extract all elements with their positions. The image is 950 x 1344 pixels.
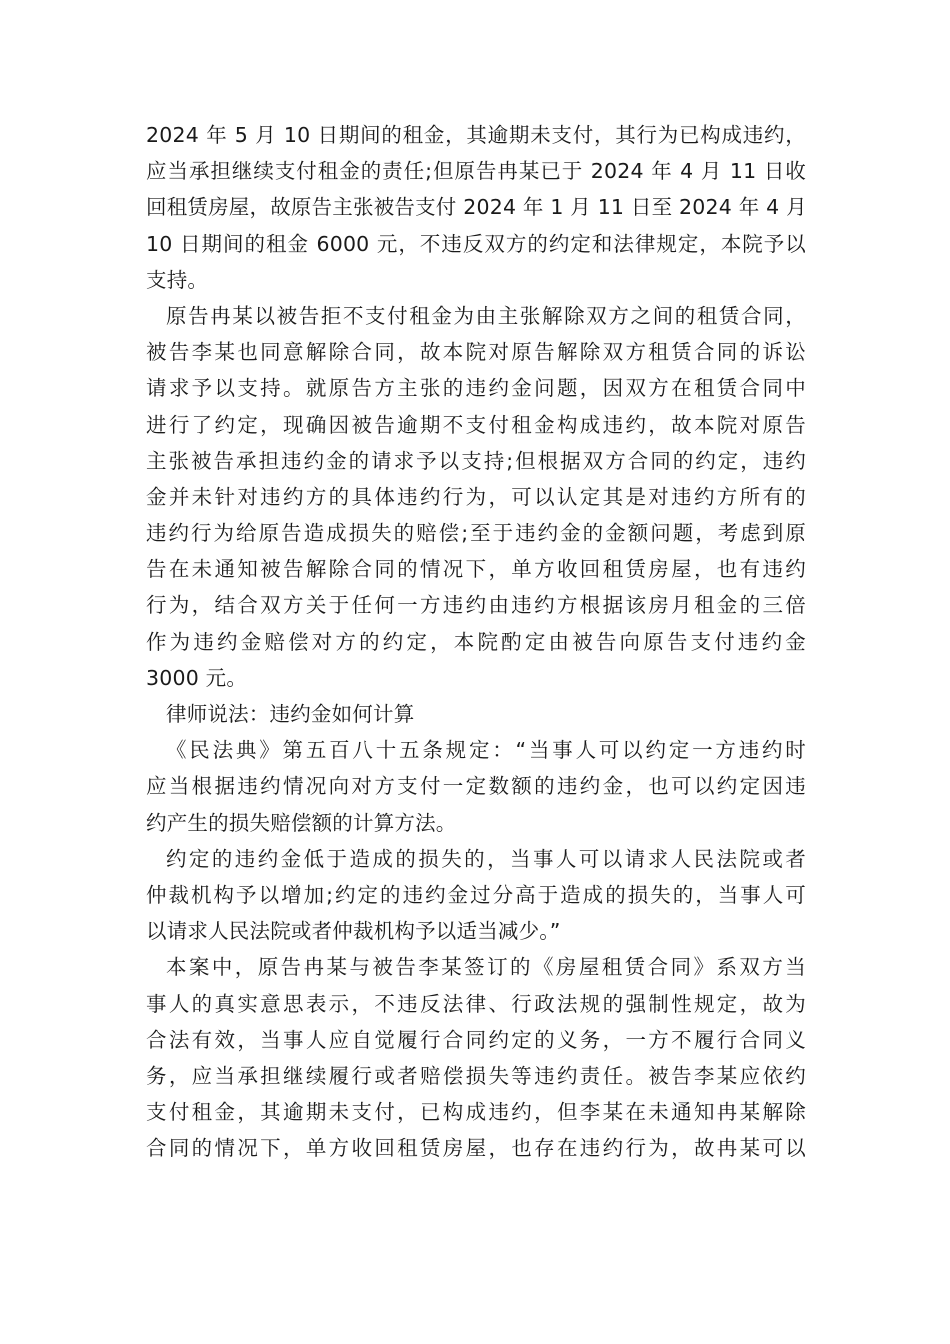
text-line: 作为违约金赔偿对方的约定，本院酌定由被告向原告支付违约金 [146,629,806,654]
text-line: 约定的违约金低于造成的损失的，当事人可以请求人民法院或者 [166,846,806,871]
text-line: 金并未针对违约方的具体违约行为，可以认定其是对违约方所有的 [146,484,806,509]
text-line: 违约行为给原告造成损失的赔偿;至于违约金的金额问题，考虑到原 [146,521,806,546]
text-line: 原告冉某以被告拒不支付租金为由主张解除双方之间的租赁合同， [166,303,806,328]
text-line: 《民法典》第五百八十五条规定：“当事人可以约定一方违约时 [166,738,806,763]
text-line: 合同的情况下，单方收回租赁房屋，也存在违约行为，故冉某可以 [146,1136,806,1161]
text-line: 约产生的损失赔偿额的计算方法。 [146,810,457,835]
text-line: 2024 年 5 月 10 日期间的租金，其逾期未支付，其行为已构成违约， [146,123,806,147]
text-line: 本案中，原告冉某与被告李某签订的《房屋租赁合同》系双方当 [166,955,806,980]
text-line: 主张被告承担违约金的请求予以支持;但根据双方合同的约定，违约 [146,448,806,473]
text-line: 支付租金，其逾期未支付，已构成违约，但李某在未通知冉某解除 [146,1100,806,1125]
text-line: 事人的真实意思表示，不违反法律、行政法规的强制性规定，故为 [146,991,806,1016]
text-line: 被告李某也同意解除合同，故本院对原告解除双方租赁合同的诉讼 [146,340,806,365]
text-line: 应当根据违约情况向对方支付一定数额的违约金，也可以约定因违 [146,774,806,799]
text-line: 行为，结合双方关于任何一方违约由违约方根据该房月租金的三倍 [146,593,806,618]
text-line: 进行了约定，现确因被告逾期不支付租金构成违约，故本院对原告 [146,412,806,437]
text-line: 支持。 [146,267,209,292]
text-line: 务，应当承担继续履行或者赔偿损失等违约责任。被告李某应依约 [146,1063,806,1088]
text-line: 合法有效，当事人应自觉履行合同约定的义务，一方不履行合同义 [146,1027,806,1052]
text-line: 以请求人民法院或者仲裁机构予以适当减少。” [146,919,561,944]
text-line: 10 日期间的租金 6000 元，不违反双方的约定和法律规定，本院予以 [146,231,806,256]
text-line: 回租赁房屋，故原告主张被告支付 2024 年 1 月 11 日至 2024 年 4 月 [146,195,807,220]
document-body [146,117,806,1166]
text-line: 3000 元。 [146,665,248,690]
text-line: 律师说法：违约金如何计算 [166,702,415,726]
text-line: 仲裁机构予以增加;约定的违约金过分高于造成的损失的，当事人可 [146,882,806,907]
text-line: 告在未通知被告解除合同的情况下，单方收回租赁房屋，也有违约 [146,557,806,582]
text-line: 请求予以支持。就原告方主张的违约金问题，因双方在租赁合同中 [146,376,806,401]
text-line: 应当承担继续支付租金的责任;但原告冉某已于 2024 年 4 月 11 日收 [146,159,806,184]
